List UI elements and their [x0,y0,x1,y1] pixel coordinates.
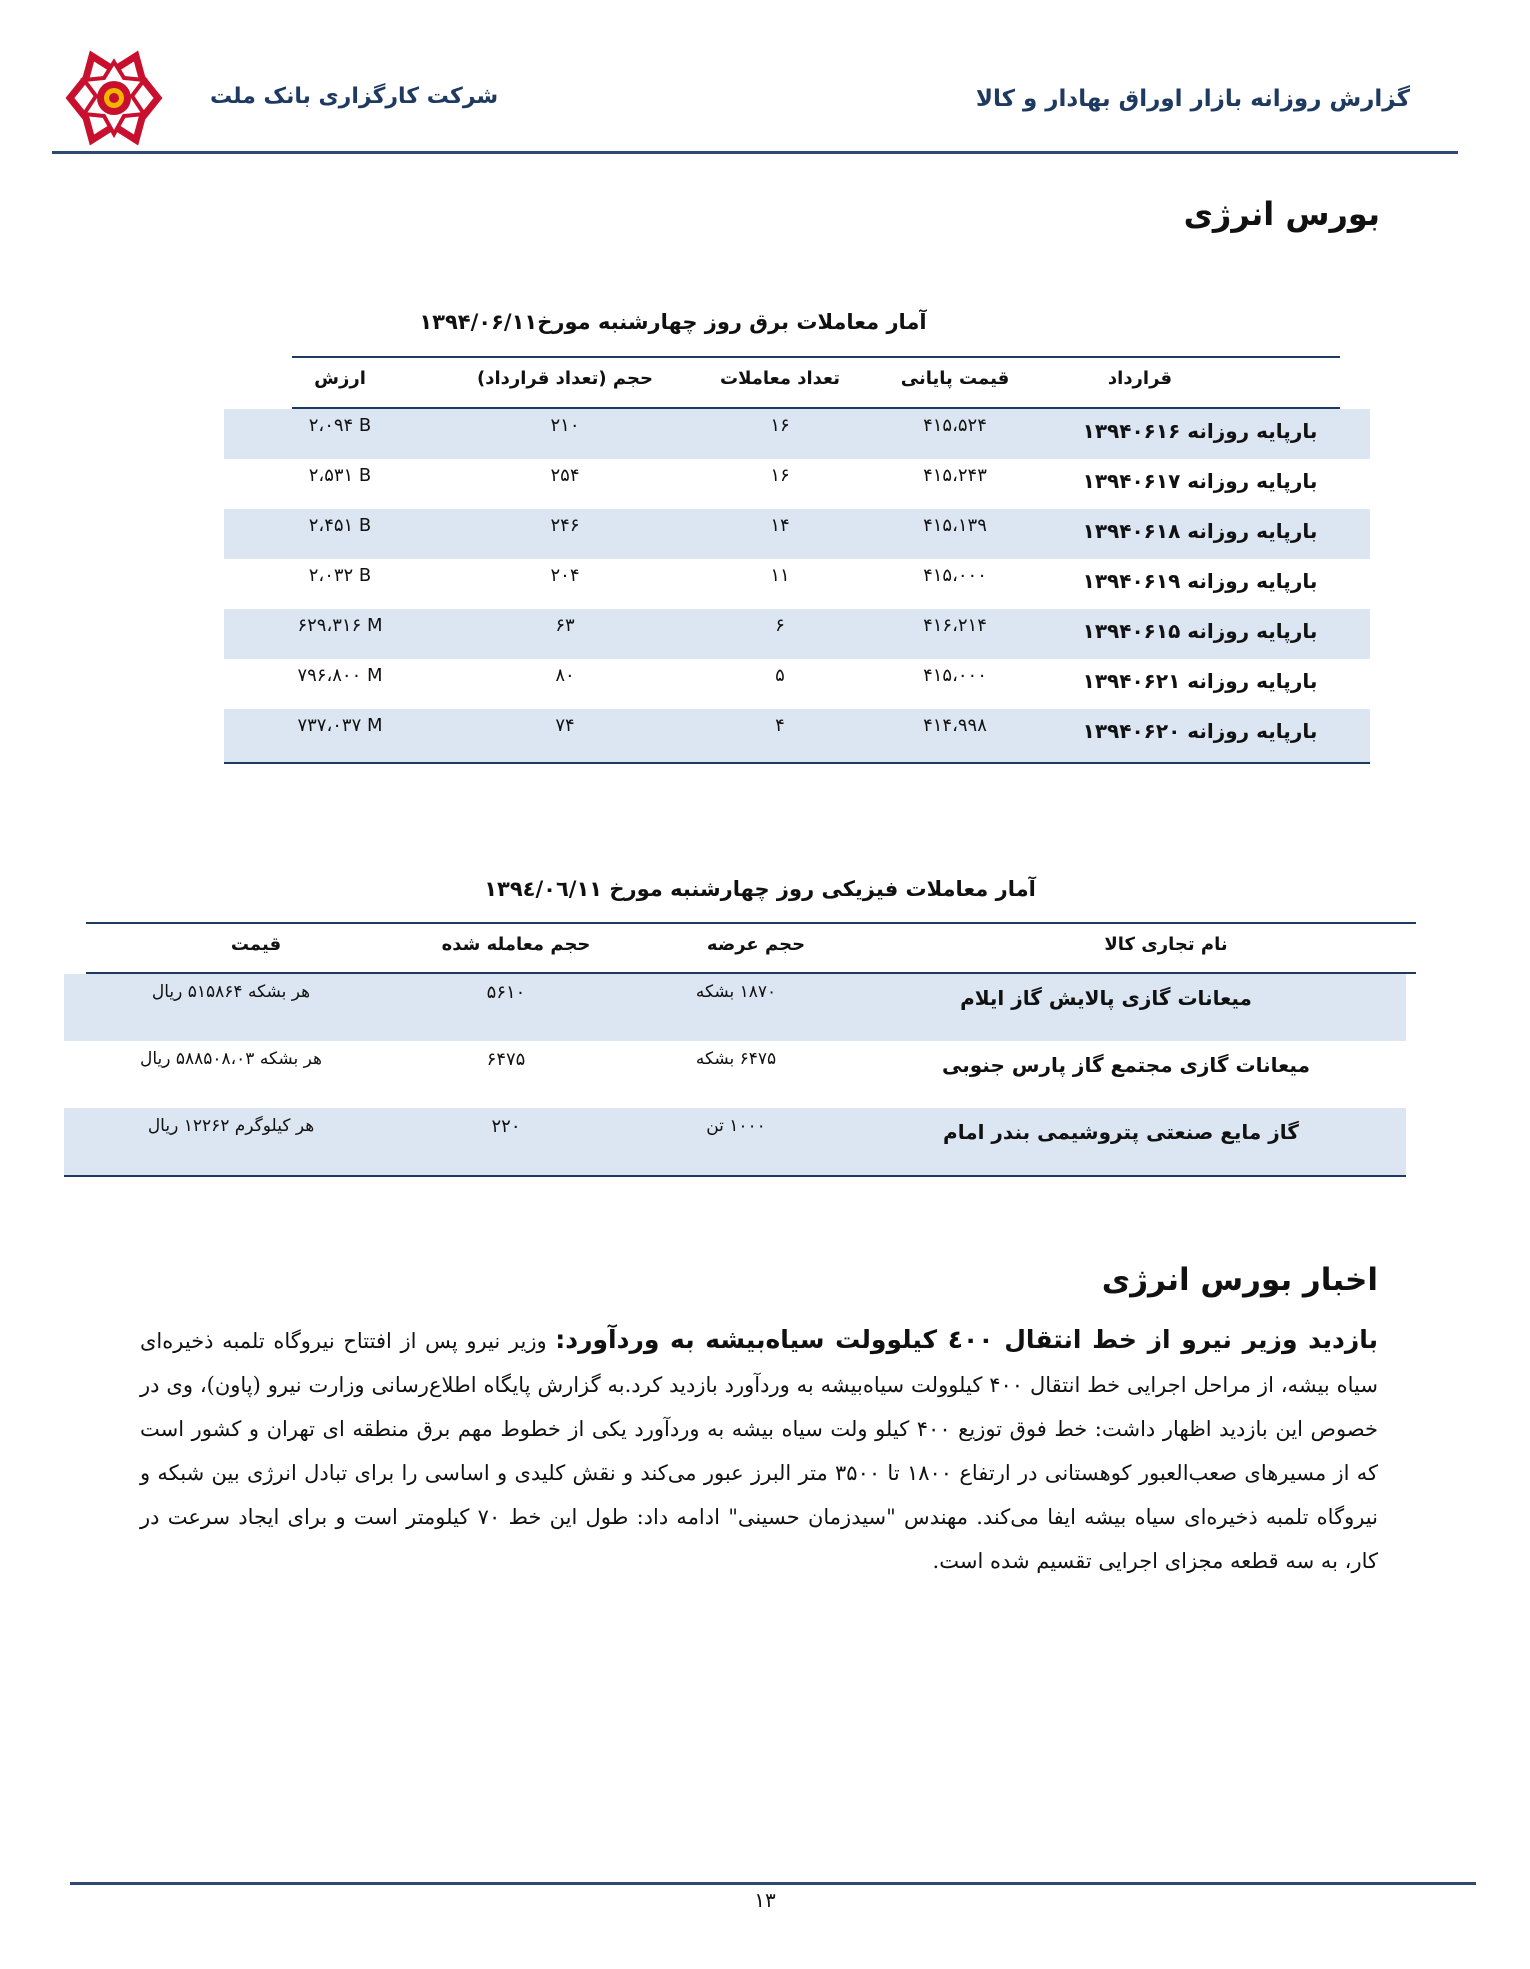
header-price: قیمت [230,934,282,955]
electricity-table-body [224,409,1370,762]
value-cell: ۷۳۷،۰۳۷ M [297,715,383,736]
commodity-name-cell: گاز مایع صنعتی پتروشیمی بندر امام [943,1120,1299,1144]
commodity-name-cell: میعانات گازی مجتمع گاز پارس جنوبی [942,1053,1310,1077]
table-row [224,559,1370,609]
contract-cell: بارپایه روزانه ۱۳۹۴۰۶۱۶ [1082,419,1318,443]
price-cell: ۴۱۵،۰۰۰ [923,665,987,686]
trades-cell: ۶ [775,615,785,636]
table-row [224,709,1370,762]
physical-table-top-rule [86,922,1416,924]
contract-cell: بارپایه روزانه ۱۳۹۴۰۶۲۱ [1082,669,1318,693]
volume-cell: ۶۳ [555,615,575,636]
traded-cell: ۲۲۰ [491,1116,521,1137]
volume-cell: ۲۱۰ [550,415,580,436]
volume-cell: ۲۴۶ [550,515,580,536]
table-row [224,659,1370,709]
footer-divider [70,1882,1476,1885]
trades-cell: ۱۶ [770,465,790,486]
price-cell: ۴۱۵،۲۴۳ [923,465,987,486]
contract-cell: بارپایه روزانه ۱۳۹۴۰۶۲۰ [1082,719,1318,743]
table-row [224,459,1370,509]
header-final-price: قیمت پایانی [900,368,1010,389]
volume-cell: ۷۴ [555,715,575,736]
header-trade-count: تعداد معاملات [720,368,840,389]
electricity-table-caption: آمار معاملات برق روز چهارشنبه مورخ۱۳۹۴/۰۶/۱۱ [419,310,927,334]
header-value: ارزش [314,368,366,389]
company-name: شرکت کارگزاری بانک ملت [210,84,499,109]
news-article [140,1318,1378,1583]
electricity-table-header [224,368,1370,398]
price-cell: ۴۱۵،۱۳۹ [923,515,987,536]
trades-cell: ۱۴ [770,515,790,536]
bank-mellat-logo-icon [62,48,166,148]
contract-cell: بارپایه روزانه ۱۳۹۴۰۶۱۵ [1082,619,1318,643]
table-row [224,509,1370,559]
price-cell: هر بشکه ۵۸۸۵۰۸،۰۳ ریال [140,1049,322,1069]
header-supply-volume: حجم عرضه [706,934,806,955]
supply-cell: ۱۰۰۰ تن [706,1116,766,1136]
volume-cell: ۲۰۴ [550,565,580,586]
price-cell: هر بشکه ۵۱۵۸۶۴ ریال [151,982,311,1002]
value-cell: ۲،۰۳۲ B [308,565,372,586]
physical-table-bottom-rule [64,1175,1406,1177]
table-row [64,1041,1406,1108]
table-row [64,974,1406,1041]
header-divider [52,151,1458,154]
value-cell: ۲،۴۵۱ B [308,515,372,536]
electricity-table-bottom-rule [224,762,1370,764]
physical-table-header [86,934,1416,964]
physical-table-caption: آمار معاملات فیزیکی روز چهارشنبه مورخ ۱۳۹٤/۰٦/۱۱ [484,877,1036,901]
trades-cell: ۵ [775,665,785,686]
page-number: ۱۳ [754,1888,776,1912]
electricity-table-top-rule [292,356,1340,358]
physical-table-body [64,974,1406,1175]
volume-cell: ۸۰ [555,665,575,686]
traded-cell: ۵۶۱۰ [486,982,526,1003]
price-cell: ۴۱۵،۰۰۰ [923,565,987,586]
table-row [224,609,1370,659]
supply-cell: ۶۴۷۵ بشکه [695,1049,777,1069]
header-contract: قرارداد [1107,368,1173,389]
header-volume: حجم (تعداد قرارداد) [477,368,653,389]
trades-cell: ۱۱ [770,565,790,586]
header-traded-volume: حجم معامله شده [441,934,591,955]
traded-cell: ۶۴۷۵ [486,1049,526,1070]
volume-cell: ۲۵۴ [550,465,580,486]
supply-cell: ۱۸۷۰ بشکه [695,982,777,1002]
price-cell: ۴۱۴،۹۹۸ [923,715,987,736]
value-cell: ۲،۵۳۱ B [308,465,372,486]
value-cell: ۶۲۹،۳۱۶ M [297,615,383,636]
section-title: بورس انرژی [1183,195,1380,233]
table-row [64,1108,1406,1175]
contract-cell: بارپایه روزانه ۱۳۹۴۰۶۱۸ [1082,519,1318,543]
news-section-title: اخبار بورس انرژی [1101,1262,1378,1298]
contract-cell: بارپایه روزانه ۱۳۹۴۰۶۱۷ [1082,469,1318,493]
price-cell: ۴۱۵،۵۲۴ [923,415,987,436]
header-commodity-name: نام تجاری کالا [1104,934,1228,955]
price-cell: ۴۱۶،۲۱۴ [923,615,987,636]
trades-cell: ۱۶ [770,415,790,436]
contract-cell: بارپایه روزانه ۱۳۹۴۰۶۱۹ [1082,569,1318,593]
commodity-name-cell: میعانات گازی پالایش گاز ایلام [960,986,1252,1010]
table-row [224,409,1370,459]
value-cell: ۷۹۶،۸۰۰ M [297,665,383,686]
trades-cell: ۴ [775,715,785,736]
value-cell: ۲،۰۹۴ B [308,415,372,436]
news-body-text: وزیر نیرو پس از افتتاح نیروگاه تلمبه ذخیره‌ای سیاه بیشه، از مراحل اجرایی خط انتقال ۴۰۰ کیلوولت سیاه‌بیشه به وردآورد بازدید کرد.به گزارش پایگاه اطلاع‌رسانی وزارت نیرو (پاون)، وی در خصوص این بازدید اظهار داشت: خط فوق توزیع ۴۰۰ کیلو ولت سیاه بیشه به وردآورد یکی از خطوط مهم برق منطقه ای تهران و کشور است که از مسیرهای صعب‌العبور کوهستانی در ارتفاع ۱۸۰۰ تا ۳۵۰۰ متر البرز عبور می‌کند و نقش کلیدی و اساسی را برای تبادل انرژی بین شبکه و نیروگاه تلمبه ذخیره‌ای سیاه بیشه ایفا می‌کند. مهندس "سیدزمان حسینی" ادامه داد: طول این خط ۷۰ کیلومتر است و برای ایجاد سرعت در کار، به سه قطعه مجزای اجرایی تقسیم شده است. [140,1329,1379,1573]
price-cell: هر کیلوگرم ۱۲۲۶۲ ریال [147,1116,315,1136]
report-title: گزارش روزانه بازار اوراق بهادار و کالا [975,86,1410,112]
news-headline: بازدید وزیر نیرو از خط انتقال ٤۰۰ کیلوولت سیاه‌بیشه به وردآورد: [555,1325,1378,1354]
